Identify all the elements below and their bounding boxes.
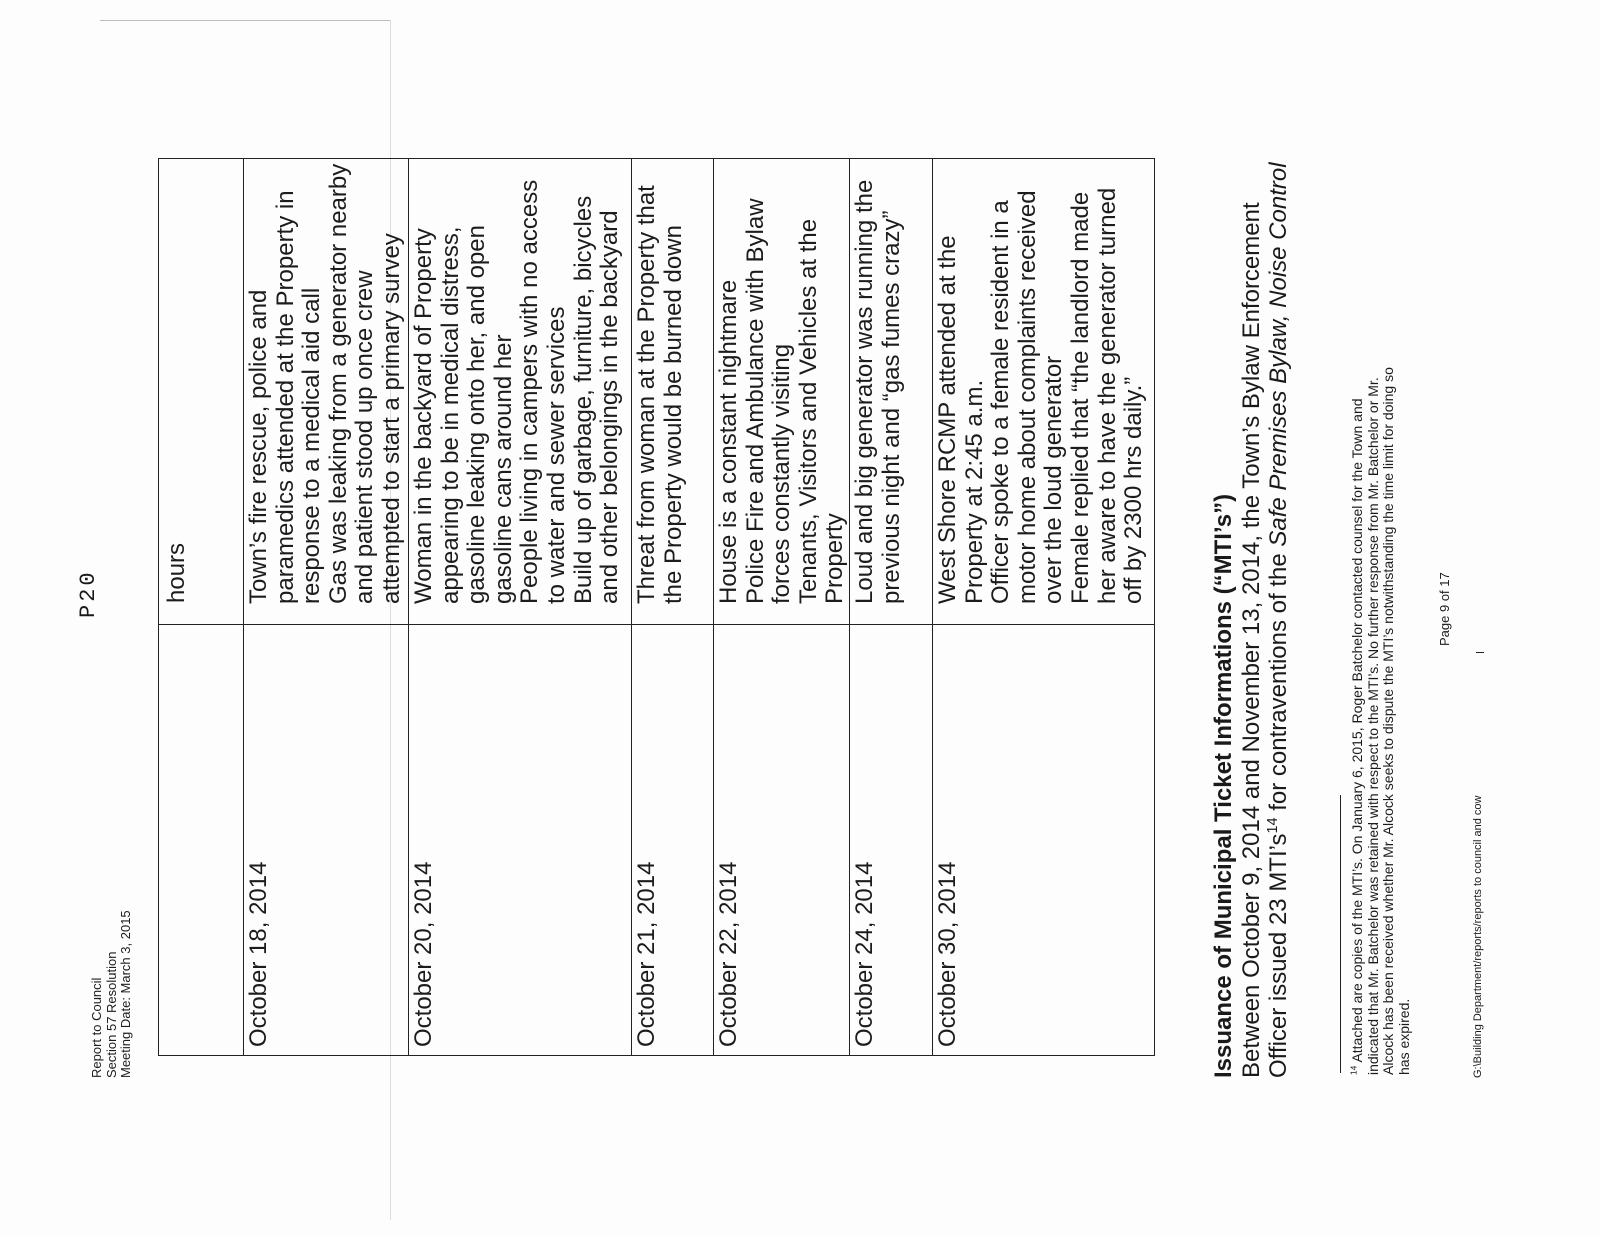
section-body-line-2: Officer issued 23 $MTI’s^{14}$ for contraventions of the Safe Premises Bylaw, Noise Control [1265, 162, 1292, 1078]
report-header [90, 910, 134, 1078]
header-line-3: Meeting Date: March 3, 2015 [118, 910, 133, 1078]
page-stamp: P20 [76, 569, 101, 618]
scan-mark [1476, 652, 1484, 653]
scan-artifact-line [100, 20, 390, 21]
file-path: G:\Building Department/reports/reports to council and cow [1472, 795, 1484, 1078]
header-line-2: Section 57 Resolution [103, 951, 119, 1078]
scan-fold-line [390, 20, 391, 1220]
mti-section [1210, 162, 1292, 1078]
header-line-1: Report to Council [89, 977, 104, 1078]
footnote-separator [1340, 795, 1341, 1073]
section-heading: Issuance of Municipal Ticket Informations (“MTI’s”) [1210, 493, 1237, 1078]
section-body-line-1: Between October 9, 2014 and November 13, 2014, the Town’s Bylaw Enforcement [1238, 202, 1265, 1078]
page-number: Page 9 of 17 [1437, 572, 1452, 646]
scanned-page: Report to Council Section 57 Resolution Meeting Date: March 3, 2015 P20 hours October 18, 2014 Town’s fire rescue, police and paramedics attended at the Property in response to a medical aid call Gas was leaking from a generator nearby and patient stood up once crew attempted to start a primary survey October 20, 2014 Woman in the backyard of Property appearing to be in medical distress, gasoline leaking onto her, and open gasoline cans around her People living in campers with no access to water and sewer services Build up of garbage, furniture, bicycles and other belongings in the backyard October 21, 2014 Threat from woman at the Property that the Property would be burned down October 22, 2014 House is a constant nightmare Police Fire and Ambulance with Bylaw forces constantly visiting Tenants, Visitors and Vehicles at the Property October 24, 2014 Loud and big generator was running the previous night and “gas fumes crazy” October 30, 2014 West Shore RCMP attended at the Property at 2:45 a.m. Officer spoke to a female resident in a motor home about complaints received over the loud generator Female replied that “the landlord made her aware to have the generator turned off by 2300 hrs daily.” Issuance of Municipal Ticket Informations (“MTI’s”) Between October 9, 2014 and November 13, 2014, the Town’s Bylaw Enforcement Officer issued 23 $MTI’s^{14}$ for contraventions of the Safe Premises Bylaw, Noise Control $^{14}$ Attached are copies of the MTI’s. On January 6, 2015, Roger Batchelor contacted counsel for the Town and indicated that Mr. Batchelor was retained with respect to the MTI’s. No further response from Mr. Batchelor or Mr. Alcock has been received whether Mr. Alcock seeks to dispute the MTI’s notwithstanding the time limit for doing so has expired. Page 9 of 17 G:\Building Department/reports/reports to council and cow [0, 0, 1600, 1236]
